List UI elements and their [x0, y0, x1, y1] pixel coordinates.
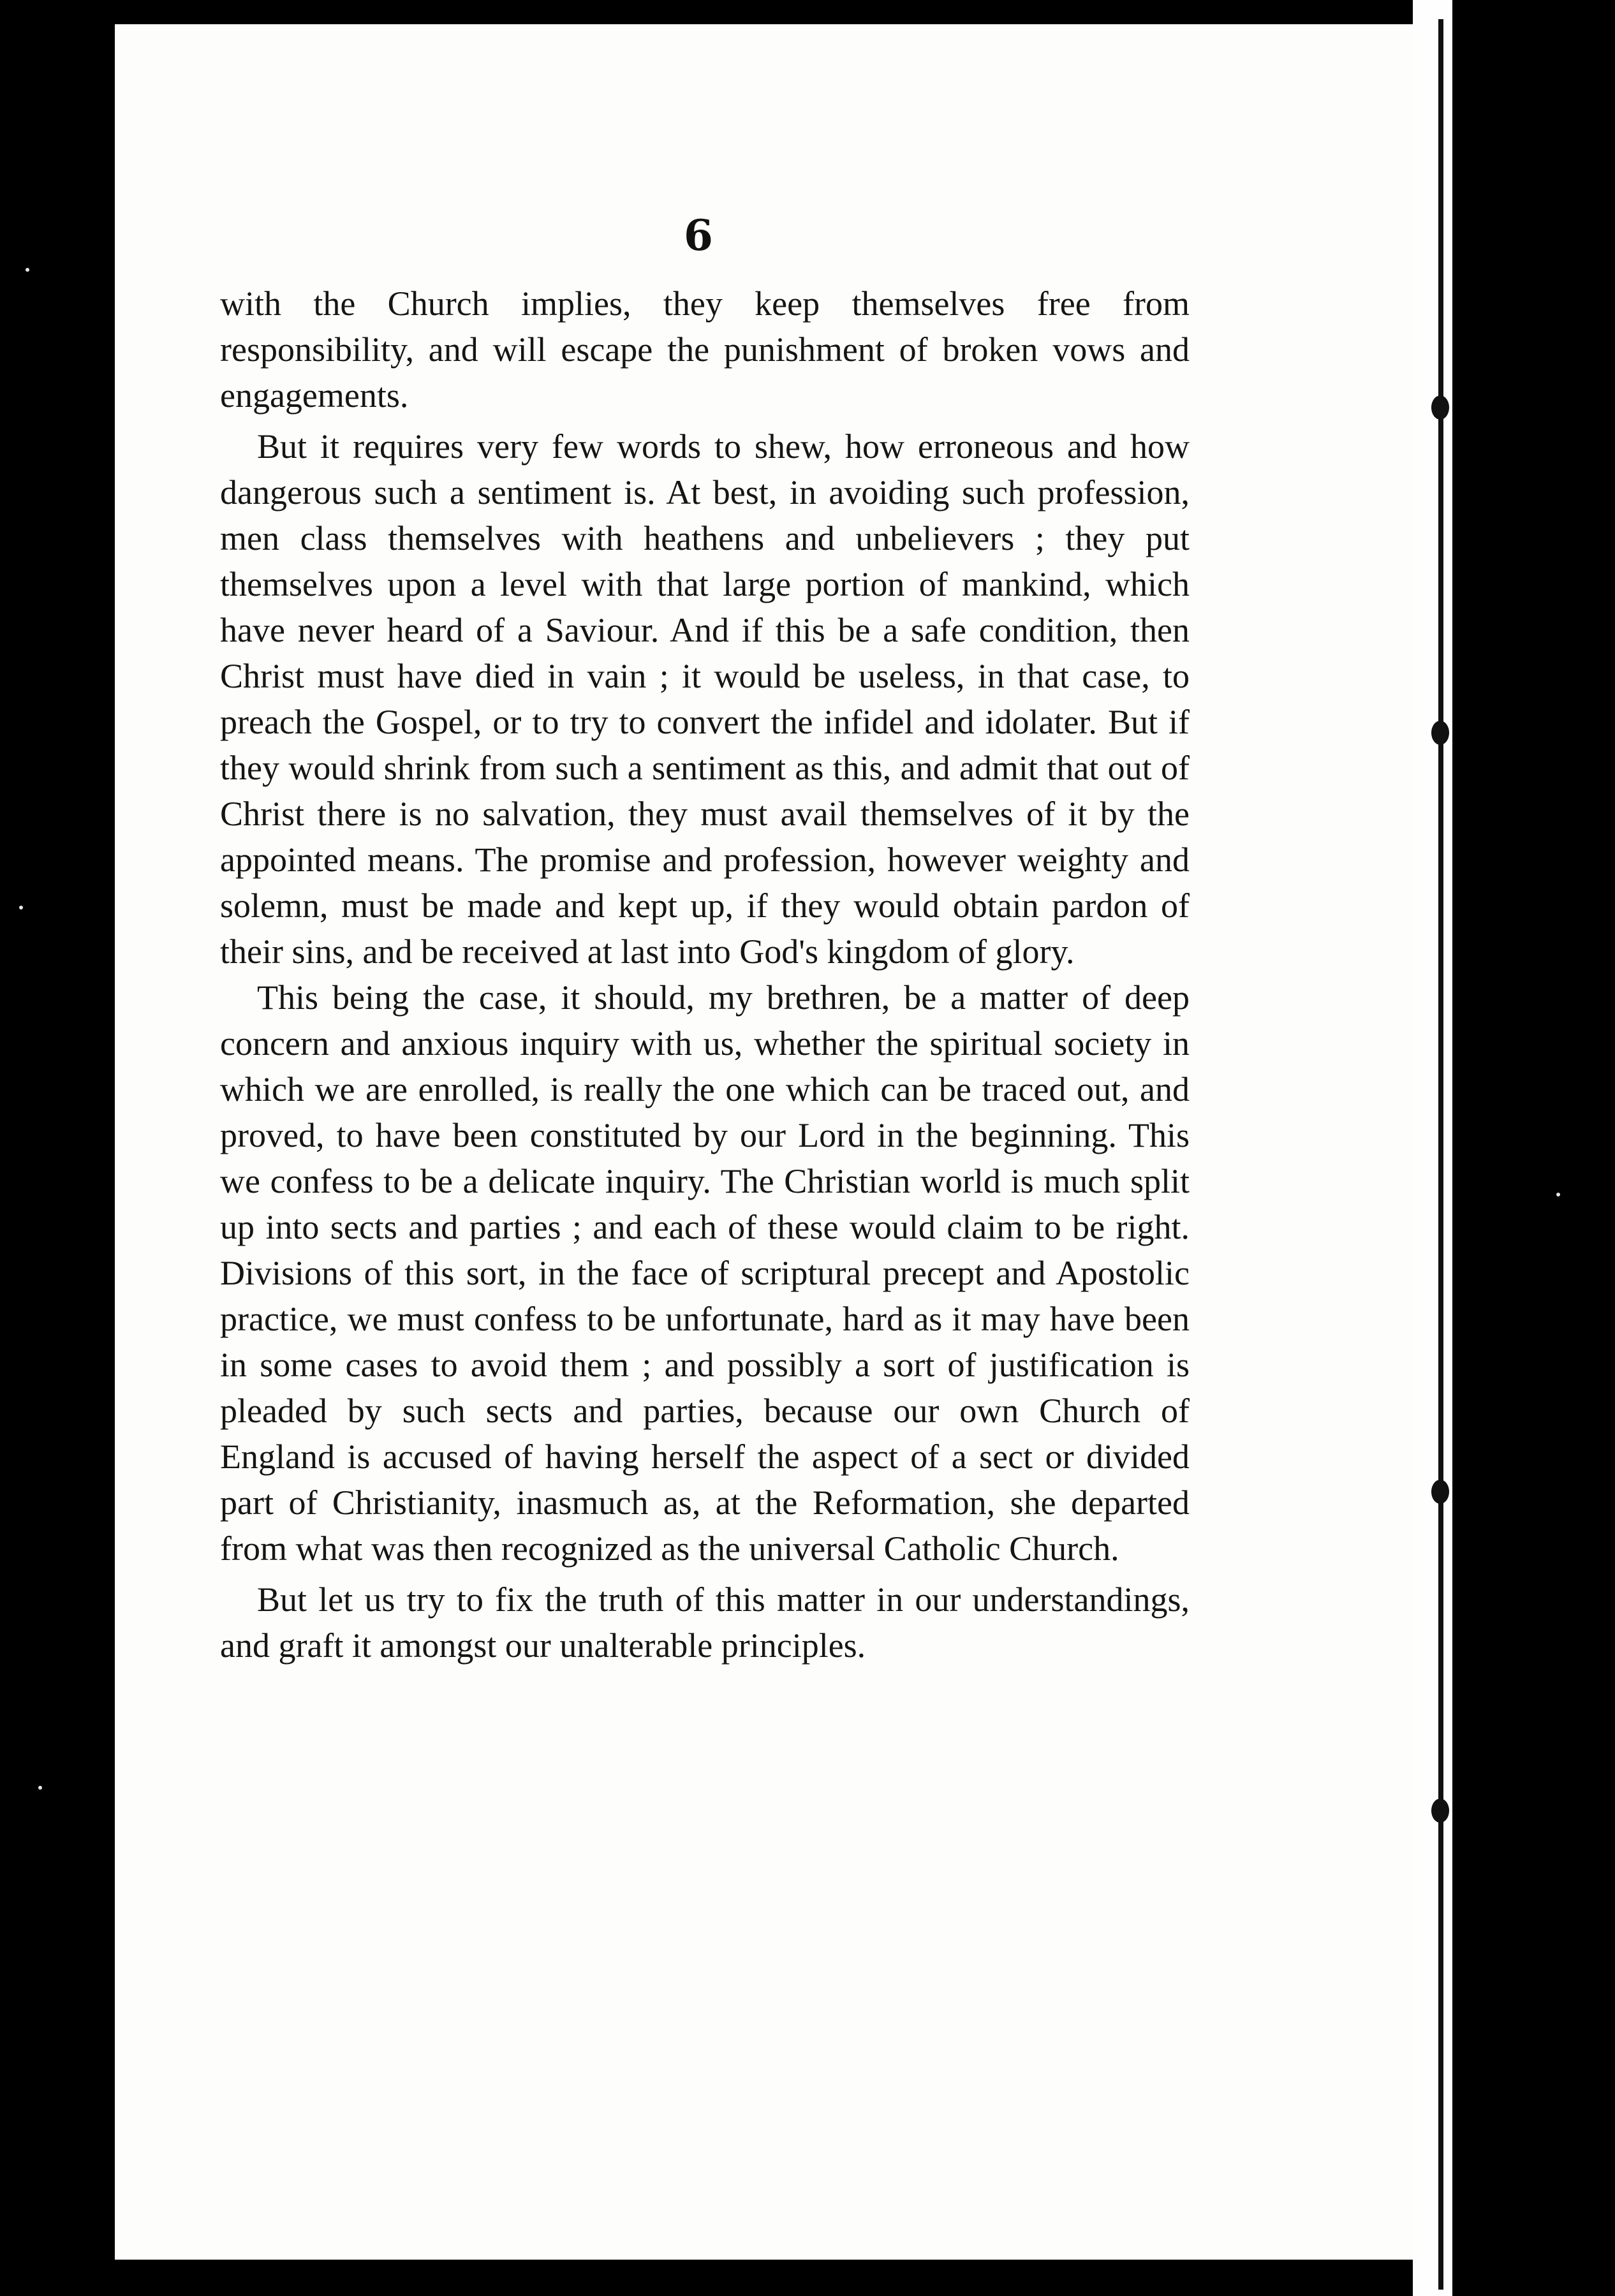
- body-text: [220, 281, 1190, 1668]
- binding-mark: [1431, 721, 1449, 745]
- paragraph: But it requires very few words to shew, how erroneous and how dangerous such a sentiment is. At best, in avoiding such profession, men class themselves with heathens and unbelievers ; they put themselves upon a level with that large portion of mankind, which have never heard of a Saviour. And if this be a safe condition, then Christ must have died in vain ; it would be useless, in that case, to preach the Gospel, or to try to convert the infidel and idolater. But if they would shrink from such a sentiment as this, and admit that out of Christ there is no salvation, they must avail themselves of it by the appointed means. The promise and profession, however weighty and solemn, must be made and kept up, if they would obtain pardon of their sins, and be received at last into God's kingdom of glory.: [220, 427, 1190, 971]
- binding-mark: [1431, 1480, 1449, 1504]
- binding-edge-line: [1438, 19, 1443, 2290]
- paragraph: But let us try to fix the truth of this matter in our understandings, and graft it amongst our unalterable principles.: [220, 1580, 1190, 1665]
- scan-speck: [19, 906, 23, 909]
- scan-speck: [38, 1786, 42, 1790]
- binding-gutter: [1413, 0, 1452, 2296]
- page-number: 6: [684, 210, 713, 260]
- scan-speck: [26, 268, 29, 272]
- binding-mark: [1431, 1799, 1449, 1823]
- paragraph: This being the case, it should, my brethren, be a matter of deep concern and anxious inquiry with us, whether the spiritual society in which we are enrolled, is really the one which can be traced out, and proved, to have been constituted by our Lord in the beginning. This we confess to be a delicate inquiry. The Christian world is much split up into sects and parties ; and each of these would claim to be right. Divisions of this sort, in the face of scriptural precept and Apostolic practice, we must confess to be unfortunate, hard as it may have been in some cases to avoid them ; and possibly a sort of justification is pleaded by such sects and parties, because our own Church of England is accused of having herself the aspect of a sect or divided part of Christianity, inasmuch as, at the Reformation, she departed from what was then recognized as the universal Catholic Church.: [220, 978, 1190, 1568]
- scan-speck: [1556, 1193, 1560, 1196]
- paragraph: with the Church implies, they keep themselves free from responsibility, and will escape the punishment of broken vows and engagements.: [220, 284, 1190, 415]
- binding-mark: [1431, 395, 1449, 420]
